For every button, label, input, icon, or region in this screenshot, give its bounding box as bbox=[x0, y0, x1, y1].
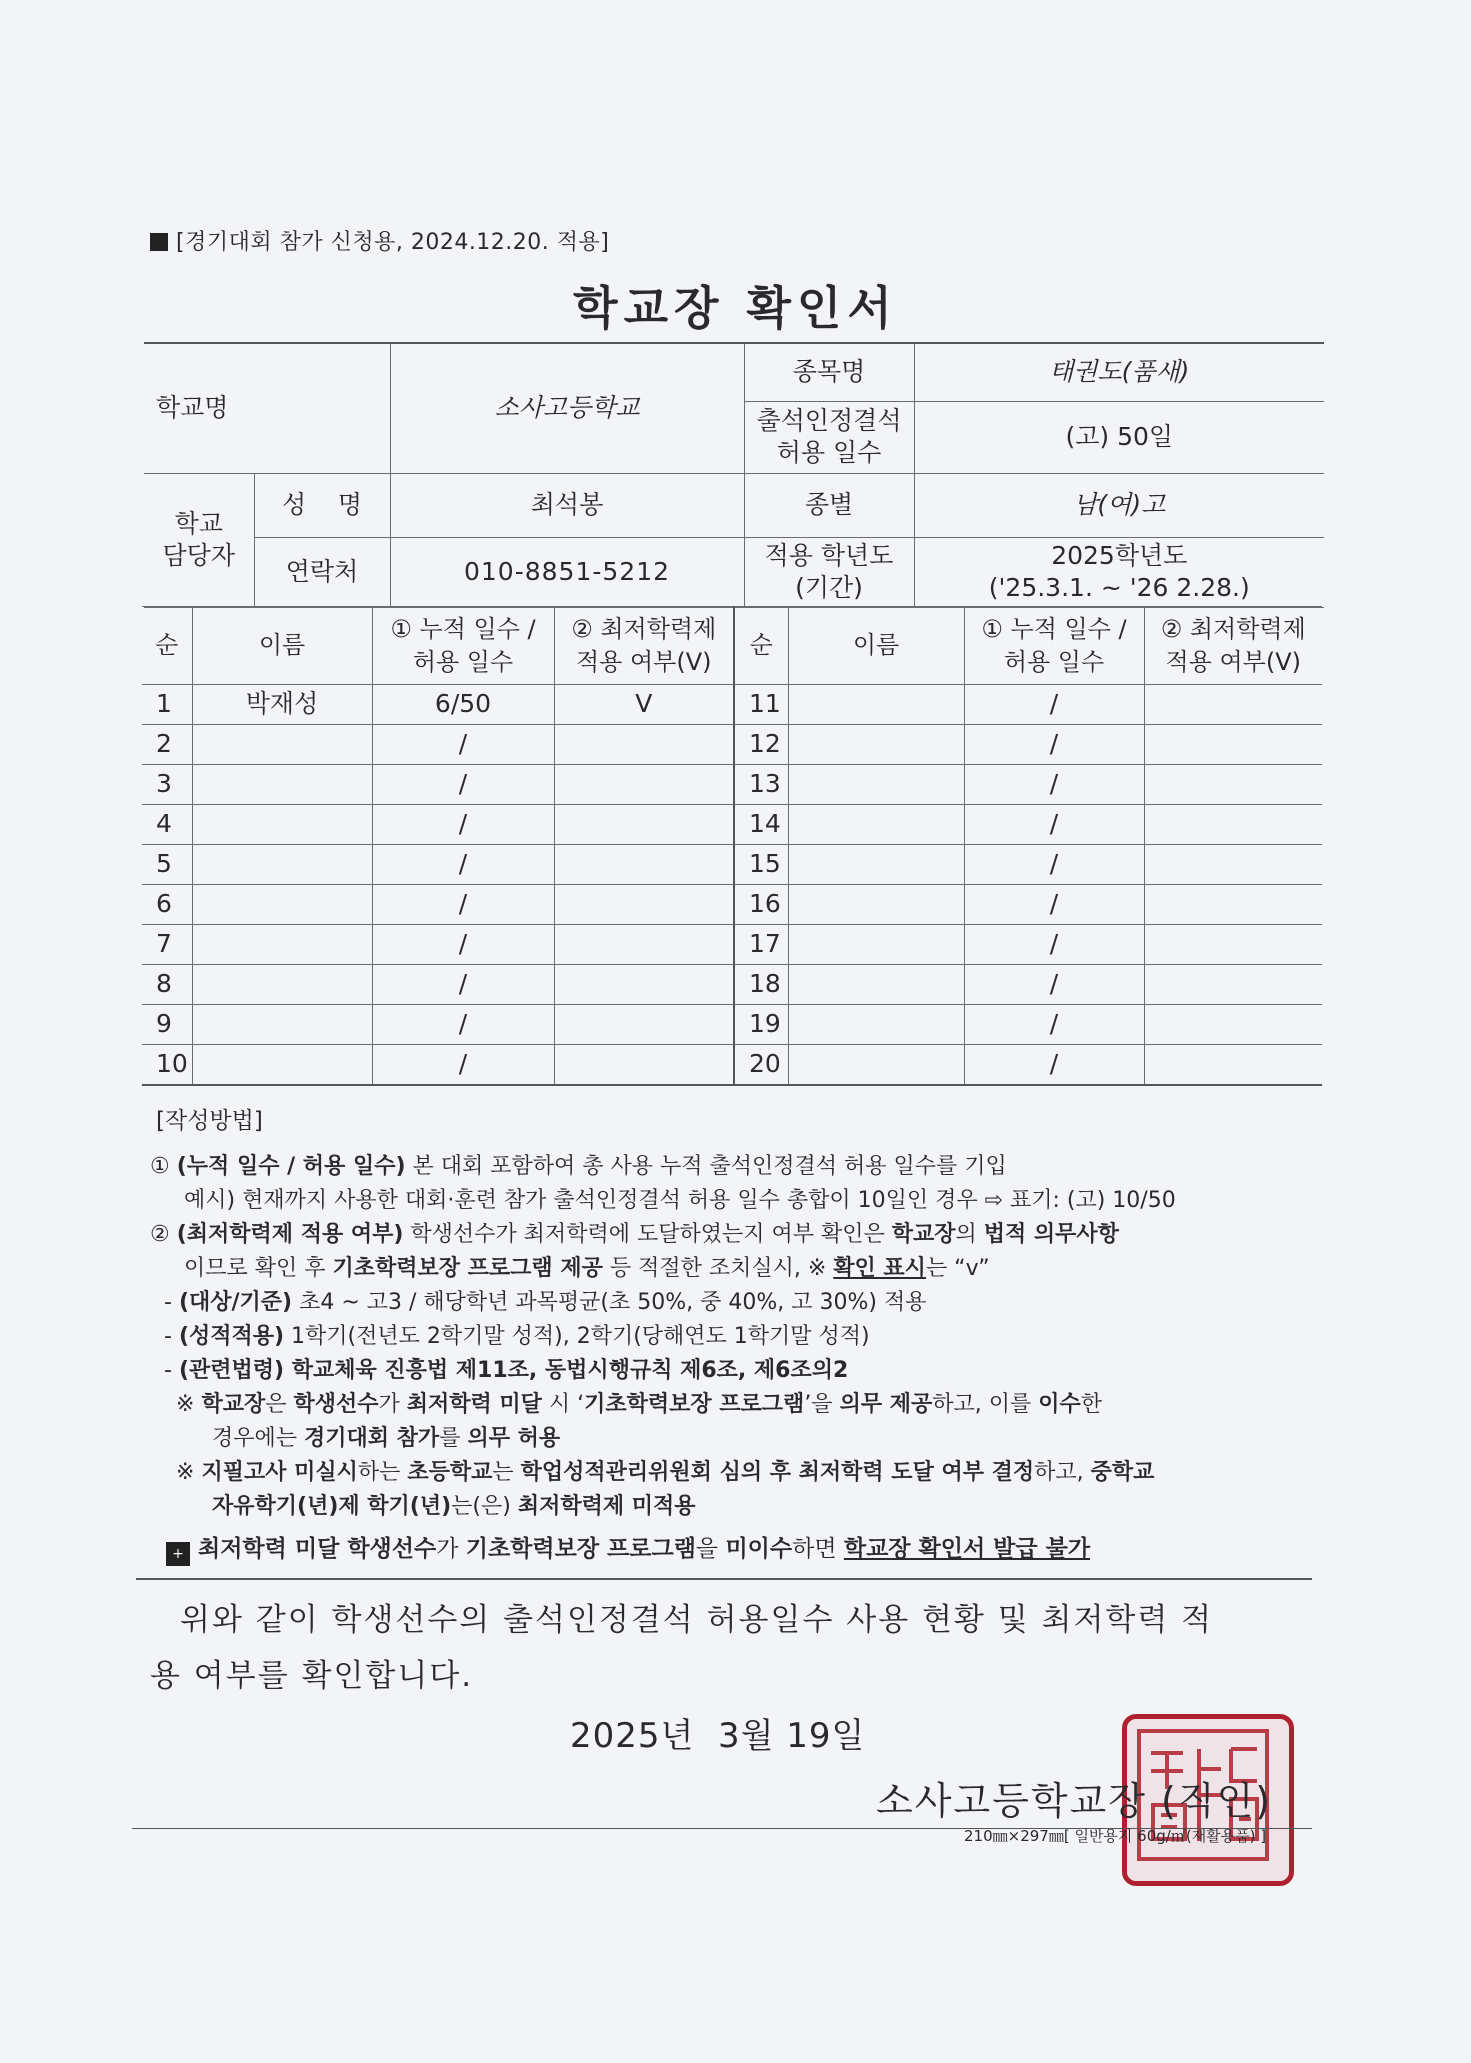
year-label-2: (기간) bbox=[795, 573, 863, 602]
manager-label-2: 담당자 bbox=[162, 541, 235, 570]
row-number: 9 bbox=[142, 1005, 192, 1045]
school-value: 소사고등학교 bbox=[390, 343, 744, 473]
document-title: 학교장 확인서 bbox=[573, 281, 898, 335]
manager-label bbox=[144, 473, 254, 607]
row-days: / bbox=[964, 805, 1144, 845]
instructions-heading: [작성방법] bbox=[156, 1108, 263, 1134]
gender-value: 남(여)고 bbox=[914, 473, 1324, 537]
square-bullet-icon bbox=[150, 233, 168, 251]
target-bold: (대상/기준) bbox=[178, 1290, 293, 1315]
table-row bbox=[142, 765, 1322, 805]
row-days: / bbox=[964, 1005, 1144, 1045]
row-check bbox=[554, 965, 734, 1005]
row-days: / bbox=[372, 1005, 554, 1045]
allowed-days-label-1: 출석인정결석 bbox=[756, 405, 902, 435]
header-days-2col-2: 허용 일수 bbox=[1003, 647, 1105, 676]
row-name bbox=[192, 965, 372, 1005]
row-name bbox=[192, 1045, 372, 1085]
header-note-text: [경기대회 참가 신청용, 2024.12.20. 적용] bbox=[176, 230, 610, 255]
note1-b7: 경기대회 참가 bbox=[304, 1426, 440, 1451]
note2-t4: 는(은) bbox=[451, 1494, 518, 1519]
instruction-2-cont bbox=[150, 1252, 1330, 1286]
row-days: / bbox=[372, 1045, 554, 1085]
row-name bbox=[192, 725, 372, 765]
note1-b1: 학교장 bbox=[201, 1392, 266, 1417]
row-days: / bbox=[964, 885, 1144, 925]
row-days: / bbox=[372, 845, 554, 885]
row-days: / bbox=[964, 765, 1144, 805]
row-check bbox=[1144, 685, 1322, 725]
i2-b2: 법적 의무사항 bbox=[983, 1222, 1119, 1247]
allowed-days-label-2: 허용 일수 bbox=[776, 438, 882, 467]
law-bold: (관련법령) 학교체육 진흥법 제11조, 동법시행규칙 제6조, 제6조의2 bbox=[178, 1358, 849, 1383]
row-check bbox=[1144, 765, 1322, 805]
note1-b3: 최저학력 미달 bbox=[406, 1392, 542, 1417]
year-value bbox=[914, 537, 1324, 607]
i2-text-d: 등 적절한 조치실시, ※ bbox=[602, 1256, 834, 1281]
note2-t1: 하는 bbox=[357, 1460, 408, 1485]
i2-text-e: 는 “v” bbox=[925, 1256, 990, 1281]
i2-b1: 학교장 bbox=[891, 1222, 956, 1247]
row-number: 3 bbox=[142, 765, 192, 805]
note-2: ※ 지필고사 미실시하는 초등학교는 학업성적관리위원회 심의 후 최저학력 도달 여부 결정하고, 중학교 bbox=[176, 1460, 1155, 1485]
note1-b6: 이수 bbox=[1038, 1392, 1081, 1417]
row-check bbox=[554, 765, 734, 805]
row-days: / bbox=[964, 965, 1144, 1005]
info-table bbox=[144, 342, 1324, 608]
contact-label: 연락처 bbox=[254, 537, 390, 607]
instructions bbox=[150, 1104, 1330, 1566]
row-number: 13 bbox=[734, 765, 788, 805]
row-number: 8 bbox=[142, 965, 192, 1005]
circle-2-icon: ② bbox=[150, 1222, 170, 1247]
row-days: / bbox=[964, 725, 1144, 765]
warn-b2: 기초학력보장 프로그램 bbox=[465, 1536, 696, 1562]
note2-t2: 는 bbox=[492, 1460, 521, 1485]
row-number: 7 bbox=[142, 925, 192, 965]
header-min-2: 적용 여부(V) bbox=[575, 647, 712, 676]
warn-t3: 하면 bbox=[792, 1536, 844, 1562]
confirmation-line-2: 용 여부를 확인합니다. bbox=[150, 1658, 474, 1694]
note1-b5: 의무 제공 bbox=[839, 1392, 933, 1417]
note1-t8: 를 bbox=[439, 1426, 468, 1451]
i2-text-b: 의 bbox=[955, 1222, 984, 1247]
row-name bbox=[788, 925, 964, 965]
circle-1-icon: ① bbox=[150, 1154, 170, 1179]
row-number: 6 bbox=[142, 885, 192, 925]
grade-bold: (성적적용) bbox=[178, 1324, 285, 1349]
allowed-days-label bbox=[744, 401, 914, 473]
note1-t3: 시 ‘ bbox=[541, 1392, 585, 1417]
warn-b3: 미이수 bbox=[725, 1536, 793, 1562]
roster-header-row bbox=[142, 607, 1322, 685]
i2-bold: (최저학력제 적용 여부) bbox=[176, 1222, 404, 1247]
header-min bbox=[554, 607, 734, 685]
note-1: ※ 학교장은 학생선수가 최저학력 미달 시 ‘기초학력보장 프로그램’을 의무 제공하고, 이를 이수한 bbox=[176, 1392, 1103, 1417]
row-check bbox=[554, 805, 734, 845]
row-number: 12 bbox=[734, 725, 788, 765]
note2-b6: 최저학력제 미적용 bbox=[517, 1494, 696, 1519]
table-row bbox=[142, 725, 1322, 765]
row-check bbox=[1144, 725, 1322, 765]
row-check bbox=[554, 885, 734, 925]
warn-t1: 가 bbox=[436, 1536, 466, 1562]
contact-value: 010-8851-5212 bbox=[390, 537, 744, 607]
row-name bbox=[788, 725, 964, 765]
row-name bbox=[788, 885, 964, 925]
note-1-cont bbox=[150, 1422, 1330, 1456]
note1-t4: ’을 bbox=[804, 1392, 840, 1417]
header-days-2col-1: ① 누적 일수 / bbox=[981, 615, 1127, 644]
year-label bbox=[744, 537, 914, 607]
row-number: 5 bbox=[142, 845, 192, 885]
year-label-1: 적용 학년도 bbox=[764, 540, 894, 570]
note1-t7: 경우에는 bbox=[212, 1426, 305, 1451]
row-name bbox=[192, 1005, 372, 1045]
header-days-1: ① 누적 일수 / bbox=[390, 615, 536, 644]
row-number: 19 bbox=[734, 1005, 788, 1045]
row-check bbox=[554, 845, 734, 885]
plus-box-icon: + bbox=[166, 1542, 190, 1566]
law-line: - (관련법령) 학교체육 진흥법 제11조, 동법시행규칙 제6조, 제6조의2 bbox=[164, 1358, 849, 1383]
row-name bbox=[788, 805, 964, 845]
warn-t2: 을 bbox=[695, 1536, 726, 1562]
row-check bbox=[554, 925, 734, 965]
table-row bbox=[142, 845, 1322, 885]
row-check bbox=[1144, 845, 1322, 885]
row-name bbox=[788, 1005, 964, 1045]
target-line: - (대상/기준) 초4 ~ 고3 / 해당학년 과목평균(초 50%, 중 40%, 고 30%) 적용 bbox=[164, 1290, 927, 1315]
note2-b1: 지필고사 미실시 bbox=[201, 1460, 358, 1485]
note1-t2: 가 bbox=[378, 1392, 407, 1417]
note2-b3: 학업성적관리위원회 심의 후 최저학력 도달 여부 결정 bbox=[520, 1460, 1035, 1485]
row-check bbox=[1144, 1045, 1322, 1085]
gender-label: 종별 bbox=[744, 473, 914, 537]
row-check: V bbox=[554, 685, 734, 725]
row-number: 2 bbox=[142, 725, 192, 765]
header-name-2: 이름 bbox=[788, 607, 964, 685]
i2-text-c: 이므로 확인 후 bbox=[184, 1256, 333, 1281]
header-name: 이름 bbox=[192, 607, 372, 685]
row-days: / bbox=[372, 925, 554, 965]
header-seq: 순 bbox=[142, 607, 192, 685]
row-days: / bbox=[372, 965, 554, 1005]
row-days: / bbox=[372, 885, 554, 925]
instruction-1 bbox=[150, 1150, 1330, 1184]
row-days: / bbox=[372, 805, 554, 845]
grade-line: - (성적적용) 1학기(전년도 2학기말 성적), 2학기(당해연도 1학기말 성적) bbox=[164, 1324, 870, 1349]
row-name bbox=[192, 765, 372, 805]
row-name bbox=[192, 805, 372, 845]
row-name bbox=[788, 685, 964, 725]
divider-line bbox=[136, 1578, 1312, 1580]
warn-b4: 학교장 확인서 발급 불가 bbox=[843, 1536, 1091, 1562]
table-row bbox=[142, 1045, 1322, 1085]
header-min-2col bbox=[1144, 607, 1322, 685]
note2-t3: 하고, bbox=[1034, 1460, 1091, 1485]
row-days: / bbox=[964, 1045, 1144, 1085]
row-check bbox=[554, 1005, 734, 1045]
note2-b4: 중학교 bbox=[1090, 1460, 1155, 1485]
row-check bbox=[554, 1045, 734, 1085]
school-label: 학교명 bbox=[144, 343, 390, 473]
header-days-2col bbox=[964, 607, 1144, 685]
row-number: 10 bbox=[142, 1045, 192, 1085]
table-row bbox=[142, 1005, 1322, 1045]
header-min-2col-2: 적용 여부(V) bbox=[1165, 647, 1301, 676]
row-check bbox=[1144, 925, 1322, 965]
name-label: 성 명 bbox=[254, 473, 390, 537]
row-name bbox=[192, 845, 372, 885]
note1-b2: 학생선수 bbox=[293, 1392, 379, 1417]
instruction-2 bbox=[150, 1218, 1330, 1252]
table-row bbox=[142, 965, 1322, 1005]
row-check bbox=[554, 725, 734, 765]
manager-label-1: 학교 bbox=[174, 508, 223, 538]
instruction-1-example: 예시) 현재까지 사용한 대회·훈련 참가 출석인정결석 허용 일수 총합이 10일인 경우 ⇨ 표기: (고) 10/50 bbox=[184, 1188, 1176, 1213]
paper-spec: 210㎜×297㎜[ 일반용지 60g/㎡(재활용품) ] bbox=[964, 1827, 1267, 1845]
header-days-2: 허용 일수 bbox=[412, 647, 514, 676]
i1-bold: (누적 일수 / 허용 일수) bbox=[176, 1154, 406, 1179]
sport-label: 종목명 bbox=[744, 343, 914, 401]
row-name bbox=[788, 1045, 964, 1085]
row-days: / bbox=[964, 925, 1144, 965]
i2-text-a: 학생선수가 최저학력에 도달하였는지 여부 확인은 bbox=[403, 1222, 892, 1247]
row-number: 18 bbox=[734, 965, 788, 1005]
table-row bbox=[142, 685, 1322, 725]
year-value-1: 2025학년도 bbox=[1051, 540, 1188, 570]
row-name bbox=[192, 925, 372, 965]
principal-signature: 소사고등학교장 (직인) bbox=[876, 1779, 1273, 1823]
grade-text: 1학기(전년도 2학기말 성적), 2학기(당해연도 1학기말 성적) bbox=[284, 1324, 870, 1349]
row-name bbox=[788, 765, 964, 805]
table-row bbox=[142, 885, 1322, 925]
header-note bbox=[150, 225, 609, 256]
row-check bbox=[1144, 1005, 1322, 1045]
i2-b4: 확인 표시 bbox=[833, 1256, 926, 1281]
row-days: / bbox=[372, 725, 554, 765]
row-check bbox=[1144, 805, 1322, 845]
note-2-cont bbox=[150, 1490, 1330, 1524]
target-text: 초4 ~ 고3 / 해당학년 과목평균(초 50%, 중 40%, 고 30%) 적용 bbox=[292, 1290, 927, 1315]
allowed-days-value: (고) 50일 bbox=[914, 401, 1324, 473]
row-name bbox=[788, 845, 964, 885]
row-number: 20 bbox=[734, 1045, 788, 1085]
issue-date: 2025년 3월 19일 bbox=[570, 1716, 866, 1756]
year-value-2: ('25.3.1. ~ '26 2.28.) bbox=[988, 573, 1250, 602]
warn-b1: 최저학력 미달 학생선수 bbox=[198, 1536, 437, 1562]
row-number: 16 bbox=[734, 885, 788, 925]
note1-b8: 의무 허용 bbox=[467, 1426, 561, 1451]
row-check bbox=[1144, 965, 1322, 1005]
row-check bbox=[1144, 885, 1322, 925]
header-days bbox=[372, 607, 554, 685]
row-name bbox=[192, 885, 372, 925]
note2-b2: 초등학교 bbox=[407, 1460, 493, 1485]
row-days: / bbox=[964, 845, 1144, 885]
note1-t1: 은 bbox=[265, 1392, 294, 1417]
note1-t5: 하고, 이를 bbox=[932, 1392, 1039, 1417]
row-number: 1 bbox=[142, 685, 192, 725]
i1-text: 본 대회 포함하여 총 사용 누적 출석인정결석 허용 일수를 기입 bbox=[405, 1154, 1007, 1179]
name-value: 최석봉 bbox=[390, 473, 744, 537]
row-days: / bbox=[372, 765, 554, 805]
row-number: 17 bbox=[734, 925, 788, 965]
confirmation-line-1: 위와 같이 학생선수의 출석인정결석 허용일수 사용 현황 및 최저학력 적 bbox=[180, 1602, 1214, 1638]
i2-b3: 기초학력보장 프로그램 제공 bbox=[332, 1256, 603, 1281]
header-min-2col-1: ② 최저학력제 bbox=[1160, 615, 1306, 644]
header-min-1: ② 최저학력제 bbox=[571, 615, 717, 644]
row-name: 박재성 bbox=[192, 685, 372, 725]
note1-b4: 기초학력보장 프로그램 bbox=[584, 1392, 805, 1417]
confirmation-text bbox=[150, 1592, 1300, 1704]
row-name bbox=[788, 965, 964, 1005]
roster-table bbox=[142, 606, 1322, 1086]
row-number: 11 bbox=[734, 685, 788, 725]
note1-t6: 한 bbox=[1080, 1392, 1103, 1417]
row-number: 14 bbox=[734, 805, 788, 845]
note2-b5: 자유학기(년)제 학기(년) bbox=[212, 1494, 452, 1519]
sport-value: 태권도(품새) bbox=[914, 343, 1324, 401]
row-days: / bbox=[964, 685, 1144, 725]
row-number: 15 bbox=[734, 845, 788, 885]
row-days: 6/50 bbox=[372, 685, 554, 725]
table-row bbox=[142, 805, 1322, 845]
header-seq-2: 순 bbox=[734, 607, 788, 685]
warning-line bbox=[150, 1532, 1330, 1566]
row-number: 4 bbox=[142, 805, 192, 845]
table-row bbox=[142, 925, 1322, 965]
